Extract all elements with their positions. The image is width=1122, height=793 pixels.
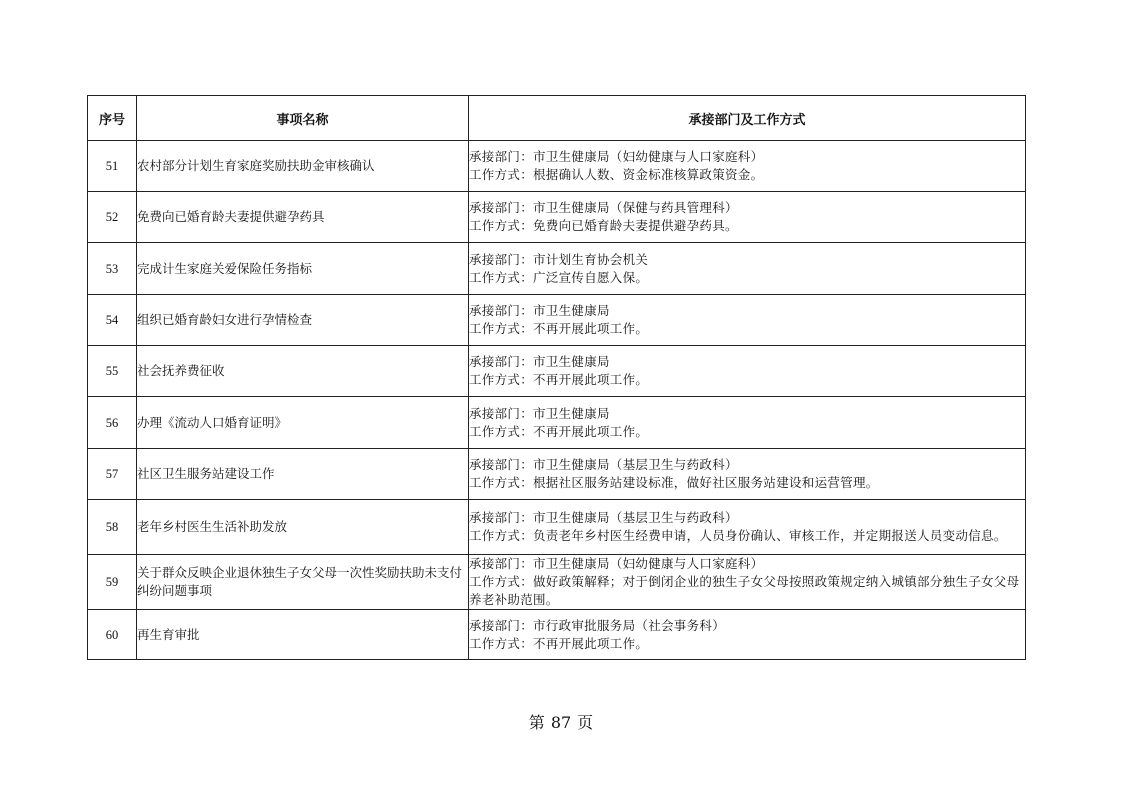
table-header-row bbox=[88, 96, 1026, 141]
row-dept: 承接部门：市行政审批服务局（社会事务科） bbox=[469, 617, 726, 633]
row-dept-method bbox=[469, 449, 1026, 500]
row-item-name: 农村部分计划生育家庭奖励扶助金审核确认 bbox=[137, 141, 469, 192]
row-method: 工作方式：免费向已婚育龄夫妻提供避孕药具。 bbox=[469, 218, 738, 233]
row-dept-method bbox=[469, 192, 1026, 243]
row-number: 53 bbox=[88, 243, 137, 295]
matters-table bbox=[87, 95, 1026, 660]
row-method: 工作方式：做好政策解释；对于倒闭企业的独生子女父母按照政策规定纳入城镇部分独生子女父母养老补助范围。 bbox=[469, 574, 1020, 607]
row-dept-method bbox=[469, 397, 1026, 449]
table-row bbox=[88, 243, 1026, 295]
row-method: 工作方式：不再开展此项工作。 bbox=[469, 423, 649, 439]
row-dept-method bbox=[469, 346, 1026, 397]
row-number: 51 bbox=[88, 141, 137, 192]
row-dept-method bbox=[469, 295, 1026, 346]
row-dept-method bbox=[469, 610, 1026, 660]
table-row bbox=[88, 500, 1026, 555]
row-number: 58 bbox=[88, 500, 137, 555]
row-number: 55 bbox=[88, 346, 137, 397]
header-serial: 序号 bbox=[88, 96, 137, 141]
page-number-suffix: 页 bbox=[577, 713, 594, 732]
row-method: 工作方式：不再开展此项工作。 bbox=[469, 321, 649, 336]
page-number-prefix: 第 bbox=[528, 713, 545, 732]
row-dept: 承接部门：市卫生健康局（妇幼健康与人口家庭科） bbox=[469, 556, 764, 571]
row-dept: 承接部门：市卫生健康局（保健与药具管理科） bbox=[469, 200, 738, 215]
row-method: 工作方式：根据确认人数、资金标准核算政策资金。 bbox=[469, 167, 764, 182]
row-dept: 承接部门：市卫生健康局（基层卫生与药政科） bbox=[469, 510, 738, 525]
row-item-name: 办理《流动人口婚育证明》 bbox=[137, 397, 469, 449]
row-item-name: 老年乡村医生生活补助发放 bbox=[137, 500, 469, 555]
row-number: 54 bbox=[88, 295, 137, 346]
row-dept: 承接部门：市计划生育协会机关 bbox=[469, 251, 649, 267]
table-row bbox=[88, 610, 1026, 660]
table-row bbox=[88, 141, 1026, 192]
row-dept-method bbox=[469, 141, 1026, 192]
row-method: 工作方式：广泛宣传自愿入保。 bbox=[469, 269, 649, 285]
table-row bbox=[88, 555, 1026, 610]
page-number bbox=[0, 710, 1122, 733]
row-number: 59 bbox=[88, 555, 137, 610]
row-dept: 承接部门：市卫生健康局（妇幼健康与人口家庭科） bbox=[469, 149, 764, 164]
header-dept-method: 承接部门及工作方式 bbox=[469, 96, 1026, 141]
row-number: 56 bbox=[88, 397, 137, 449]
table-row bbox=[88, 346, 1026, 397]
row-dept: 承接部门：市卫生健康局 bbox=[469, 405, 610, 421]
row-method: 工作方式：负责老年乡村医生经费申请，人员身份确认、审核工作，并定期报送人员变动信息。 bbox=[469, 528, 1007, 543]
row-dept-method bbox=[469, 555, 1026, 610]
header-item-name: 事项名称 bbox=[137, 96, 469, 141]
row-item-name: 再生育审批 bbox=[137, 610, 469, 660]
table-row bbox=[88, 295, 1026, 346]
row-item-name: 社区卫生服务站建设工作 bbox=[137, 449, 469, 500]
row-item-name: 组织已婚育龄妇女进行孕情检查 bbox=[137, 295, 469, 346]
row-item-name: 社会抚养费征收 bbox=[137, 346, 469, 397]
table-row bbox=[88, 192, 1026, 243]
row-method: 工作方式：根据社区服务站建设标准，做好社区服务站建设和运营管理。 bbox=[469, 475, 879, 490]
row-dept: 承接部门：市卫生健康局（基层卫生与药政科） bbox=[469, 457, 738, 472]
row-number: 60 bbox=[88, 610, 137, 660]
table-row bbox=[88, 397, 1026, 449]
row-dept: 承接部门：市卫生健康局 bbox=[469, 303, 610, 318]
row-item-name: 完成计生家庭关爱保险任务指标 bbox=[137, 243, 469, 295]
row-method: 工作方式：不再开展此项工作。 bbox=[469, 635, 649, 651]
row-number: 52 bbox=[88, 192, 137, 243]
row-item-name: 关于群众反映企业退休独生子女父母一次性奖励扶助未支付纠纷问题事项 bbox=[137, 555, 469, 610]
row-dept-method bbox=[469, 500, 1026, 555]
row-item-name: 免费向已婚育龄夫妻提供避孕药具 bbox=[137, 192, 469, 243]
row-method: 工作方式：不再开展此项工作。 bbox=[469, 372, 649, 387]
row-dept-method bbox=[469, 243, 1026, 295]
row-number: 57 bbox=[88, 449, 137, 500]
table-row bbox=[88, 449, 1026, 500]
row-dept: 承接部门：市卫生健康局 bbox=[469, 354, 610, 369]
page-number-value: 87 bbox=[550, 713, 572, 732]
